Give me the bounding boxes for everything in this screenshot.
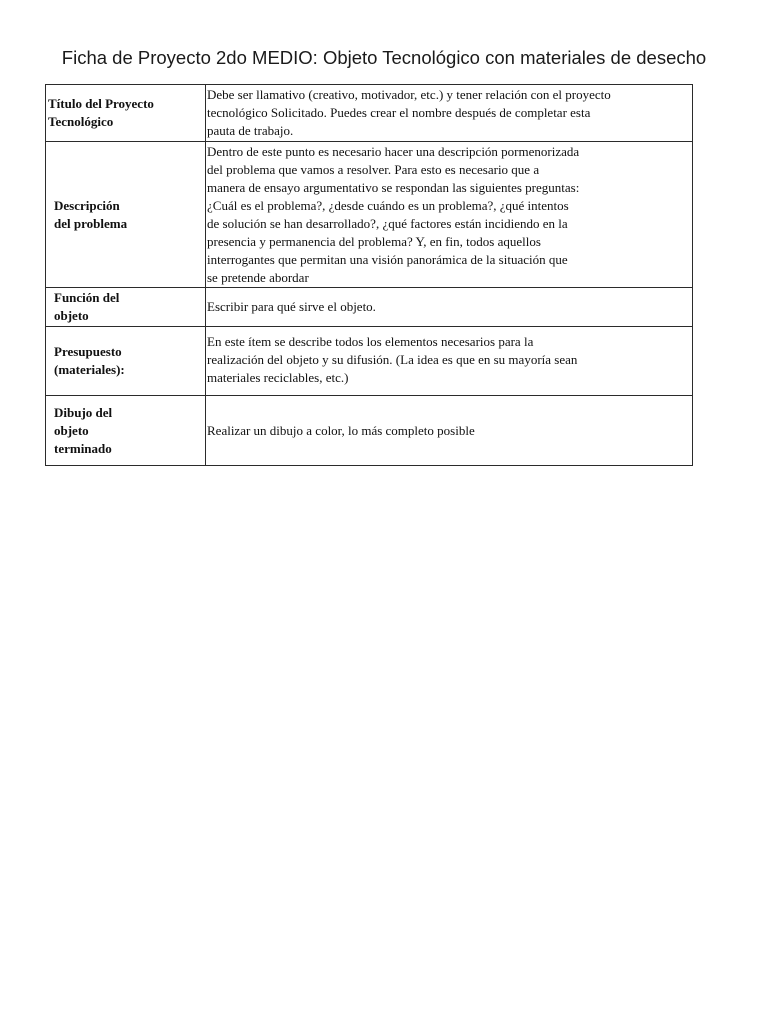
content-line: Debe ser llamativo (creativo, motivador, etc.) y tener relación con el proyecto xyxy=(207,87,611,102)
content-line: Dentro de este punto es necesario hacer una descripción pormenorizada xyxy=(207,144,580,159)
table-row-titulo xyxy=(46,85,693,142)
content-line: de solución se han desarrollado?, ¿qué factores están incidiendo en la xyxy=(207,216,568,231)
label-line: objeto xyxy=(54,308,89,323)
row-content-titulo xyxy=(206,85,693,142)
content-line: presencia y permanencia del problema? Y, en fin, todos aquellos xyxy=(207,234,541,249)
row-content-descripcion xyxy=(206,142,693,288)
table-row-dibujo xyxy=(46,396,693,466)
label-line: Dibujo del xyxy=(54,404,113,420)
content-line: del problema que vamos a resolver. Para esto es necesario que a xyxy=(207,162,540,177)
label-line: (materiales): xyxy=(54,362,125,377)
page-title: Ficha de Proyecto 2do MEDIO: Objeto Tecnológico con materiales de desecho xyxy=(61,47,707,68)
row-content-dibujo xyxy=(206,396,693,466)
label-line: Presupuesto xyxy=(54,344,122,359)
content-line: tecnológico Solicitado. Puedes crear el nombre después de completar esta xyxy=(207,105,591,120)
content-line: realización del objeto y su difusión. (La idea es que en su mayoría sean xyxy=(207,352,578,367)
label-line: Descripción xyxy=(54,197,120,213)
project-sheet-table xyxy=(45,84,693,466)
content-line: Escribir para qué sirve el objeto. xyxy=(207,299,376,314)
label-line: Título del Proyecto xyxy=(48,96,154,111)
table-row-funcion xyxy=(46,288,693,327)
row-label-funcion xyxy=(46,288,206,327)
content-line: materiales reciclables, etc.) xyxy=(207,370,349,385)
content-line: En este ítem se describe todos los elementos necesarios para la xyxy=(207,334,534,349)
label-line: del problema xyxy=(54,215,128,231)
label-line: terminado xyxy=(54,440,112,456)
content-line: pauta de trabajo. xyxy=(207,123,294,138)
content-line: Realizar un dibujo a color, lo más completo posible xyxy=(207,422,475,438)
label-line: objeto xyxy=(54,422,89,438)
row-content-presupuesto xyxy=(206,327,693,396)
row-label-titulo xyxy=(46,85,206,142)
table-row-descripcion xyxy=(46,142,693,288)
content-line: se pretende abordar xyxy=(207,270,309,285)
label-line: Función del xyxy=(54,290,120,305)
row-label-descripcion xyxy=(46,142,206,288)
content-line: manera de ensayo argumentativo se respondan las siguientes preguntas: xyxy=(207,180,580,195)
row-label-dibujo xyxy=(46,396,206,466)
row-label-presupuesto xyxy=(46,327,206,396)
table-row-presupuesto xyxy=(46,327,693,396)
label-line: Tecnológico xyxy=(48,114,114,129)
row-content-funcion xyxy=(206,288,693,327)
content-line: ¿Cuál es el problema?, ¿desde cuándo es un problema?, ¿qué intentos xyxy=(207,198,569,213)
content-line: interrogantes que permitan una visión panorámica de la situación que xyxy=(207,252,568,267)
